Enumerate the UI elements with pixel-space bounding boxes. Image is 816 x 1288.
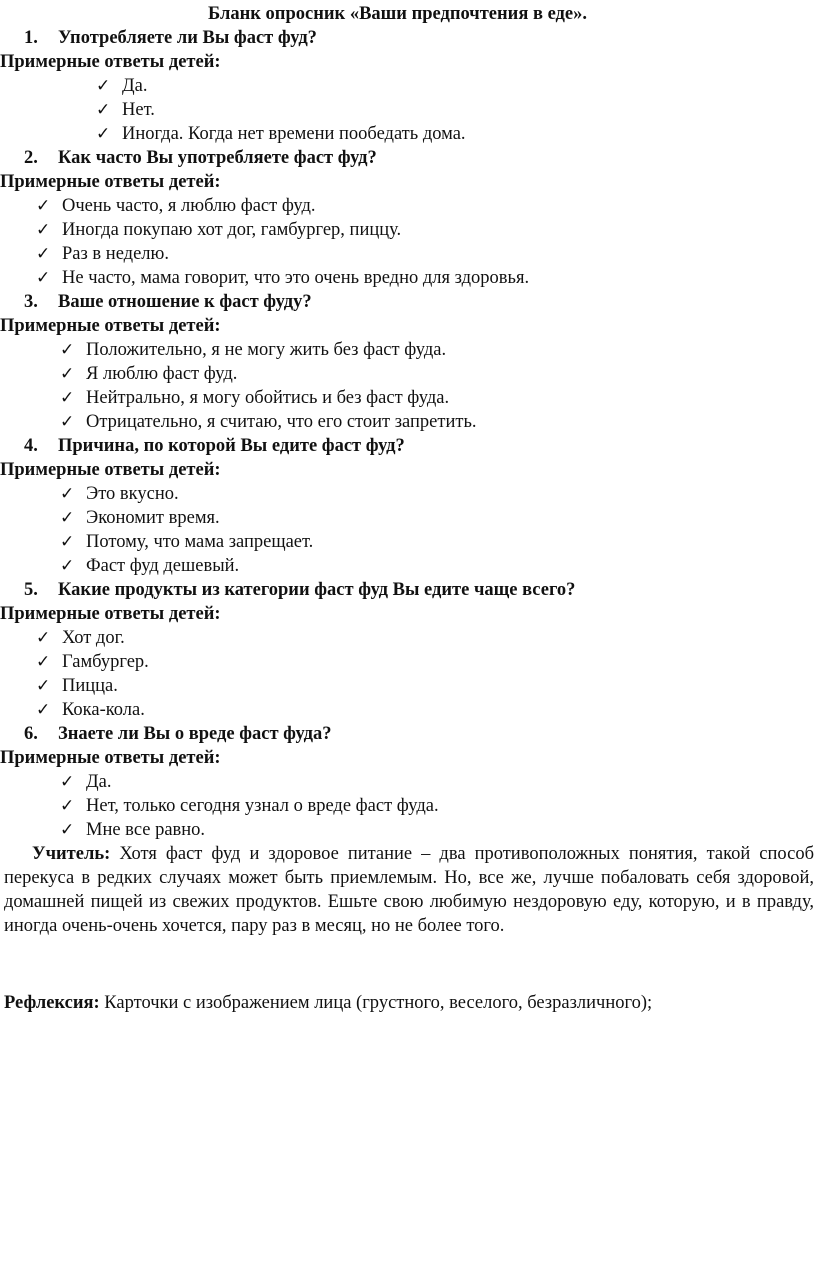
question-1 bbox=[24, 26, 317, 50]
checkmark-icon: ✓ bbox=[60, 772, 75, 791]
reflection-text: Карточки с изображением лица (грустного, веселого, безразличного); bbox=[104, 993, 653, 1013]
question-3 bbox=[24, 290, 312, 314]
question-6 bbox=[24, 722, 331, 746]
checkmark-icon: ✓ bbox=[60, 796, 75, 815]
checkmark-icon: ✓ bbox=[96, 100, 111, 119]
answer-item: ✓ Раз в неделю. bbox=[36, 244, 169, 264]
question-text: Ваше отношение к фаст фуду? bbox=[58, 292, 312, 312]
checkmark-icon: ✓ bbox=[60, 820, 75, 839]
checkmark-icon: ✓ bbox=[36, 700, 51, 719]
question-5 bbox=[24, 578, 575, 602]
checkmark-icon: ✓ bbox=[60, 508, 75, 527]
question-text: Какие продукты из категории фаст фуд Вы едите чаще всего? bbox=[58, 580, 576, 600]
answer-item: ✓ Мне все равно. bbox=[60, 820, 206, 840]
answers-label: Примерные ответы детей: bbox=[0, 316, 221, 336]
question-number: 6. bbox=[24, 724, 38, 744]
answer-item: ✓ Потому, что мама запрещает. bbox=[60, 532, 314, 552]
answer-item: ✓ Иногда покупаю хот дог, гамбургер, пиццу. bbox=[36, 220, 402, 240]
checkmark-icon: ✓ bbox=[60, 532, 75, 551]
reflection-line bbox=[4, 991, 652, 1015]
question-text: Как часто Вы употребляете фаст фуд? bbox=[58, 148, 377, 168]
answers-label: Примерные ответы детей: bbox=[0, 52, 221, 72]
checkmark-icon: ✓ bbox=[60, 340, 75, 359]
question-number: 4. bbox=[24, 436, 38, 456]
teacher-text: Хотя фаст фуд и здоровое питание – два противоположных понятия, такой способ перекуса в редких случаях может быть приемлемым. Но, все же, лучше побаловать себя здоровой, домашней пищей из свежих продуктов. Ешьте свою любимую нездоровую еду, которую, и в правду, иногда очень-очень хочется, пару раз в месяц, но не более того. bbox=[4, 844, 815, 936]
checkmark-icon: ✓ bbox=[36, 220, 51, 239]
answer-item: ✓ Это вкусно. bbox=[60, 484, 179, 504]
answers-label: Примерные ответы детей: bbox=[0, 460, 221, 480]
answer-item: ✓ Пицца. bbox=[36, 676, 118, 696]
answer-item: ✓ Да. bbox=[96, 76, 148, 96]
answer-item: ✓ Положительно, я не могу жить без фаст фуда. bbox=[60, 340, 447, 360]
answer-item: ✓ Хот дог. bbox=[36, 628, 125, 648]
answers-label: Примерные ответы детей: bbox=[0, 172, 221, 192]
answer-item: ✓ Нет. bbox=[96, 100, 155, 120]
answer-item: ✓ Кока-кола. bbox=[36, 700, 145, 720]
answer-item: ✓ Да. bbox=[60, 772, 112, 792]
checkmark-icon: ✓ bbox=[96, 124, 111, 143]
teacher-paragraph bbox=[4, 842, 814, 938]
question-4 bbox=[24, 434, 405, 458]
checkmark-icon: ✓ bbox=[60, 388, 75, 407]
checkmark-icon: ✓ bbox=[36, 676, 51, 695]
answer-item: ✓ Нейтрально, я могу обойтись и без фаст фуда. bbox=[60, 388, 450, 408]
question-text: Употребляете ли Вы фаст фуд? bbox=[58, 28, 317, 48]
page-title: Бланк опросник «Ваши предпочтения в еде». bbox=[208, 4, 587, 24]
question-number: 5. bbox=[24, 580, 38, 600]
answer-item: ✓ Фаст фуд дешевый. bbox=[60, 556, 240, 576]
checkmark-icon: ✓ bbox=[36, 244, 51, 263]
answer-item: ✓ Экономит время. bbox=[60, 508, 220, 528]
checkmark-icon: ✓ bbox=[60, 364, 75, 383]
question-number: 3. bbox=[24, 292, 38, 312]
answer-item: ✓ Я люблю фаст фуд. bbox=[60, 364, 238, 384]
answers-label: Примерные ответы детей: bbox=[0, 604, 221, 624]
checkmark-icon: ✓ bbox=[36, 652, 51, 671]
answer-item: ✓ Гамбургер. bbox=[36, 652, 149, 672]
question-text: Причина, по которой Вы едите фаст фуд? bbox=[58, 436, 405, 456]
checkmark-icon: ✓ bbox=[36, 196, 51, 215]
teacher-label: Учитель: bbox=[32, 844, 111, 864]
answer-item: ✓ Нет, только сегодня узнал о вреде фаст фуда. bbox=[60, 796, 439, 816]
answer-item: ✓ Очень часто, я люблю фаст фуд. bbox=[36, 196, 316, 216]
checkmark-icon: ✓ bbox=[36, 628, 51, 647]
answer-item: ✓ Не часто, мама говорит, что это очень вредно для здоровья. bbox=[36, 268, 530, 288]
checkmark-icon: ✓ bbox=[96, 76, 111, 95]
question-number: 2. bbox=[24, 148, 38, 168]
answer-item: ✓ Отрицательно, я считаю, что его стоит запретить. bbox=[60, 412, 477, 432]
answers-label: Примерные ответы детей: bbox=[0, 748, 221, 768]
answer-item: ✓ Иногда. Когда нет времени пообедать дома. bbox=[96, 124, 466, 144]
checkmark-icon: ✓ bbox=[60, 412, 75, 431]
question-text: Знаете ли Вы о вреде фаст фуда? bbox=[58, 724, 332, 744]
checkmark-icon: ✓ bbox=[36, 268, 51, 287]
checkmark-icon: ✓ bbox=[60, 484, 75, 503]
question-number: 1. bbox=[24, 28, 38, 48]
checkmark-icon: ✓ bbox=[60, 556, 75, 575]
question-2 bbox=[24, 146, 377, 170]
reflection-label: Рефлексия: bbox=[4, 993, 100, 1013]
